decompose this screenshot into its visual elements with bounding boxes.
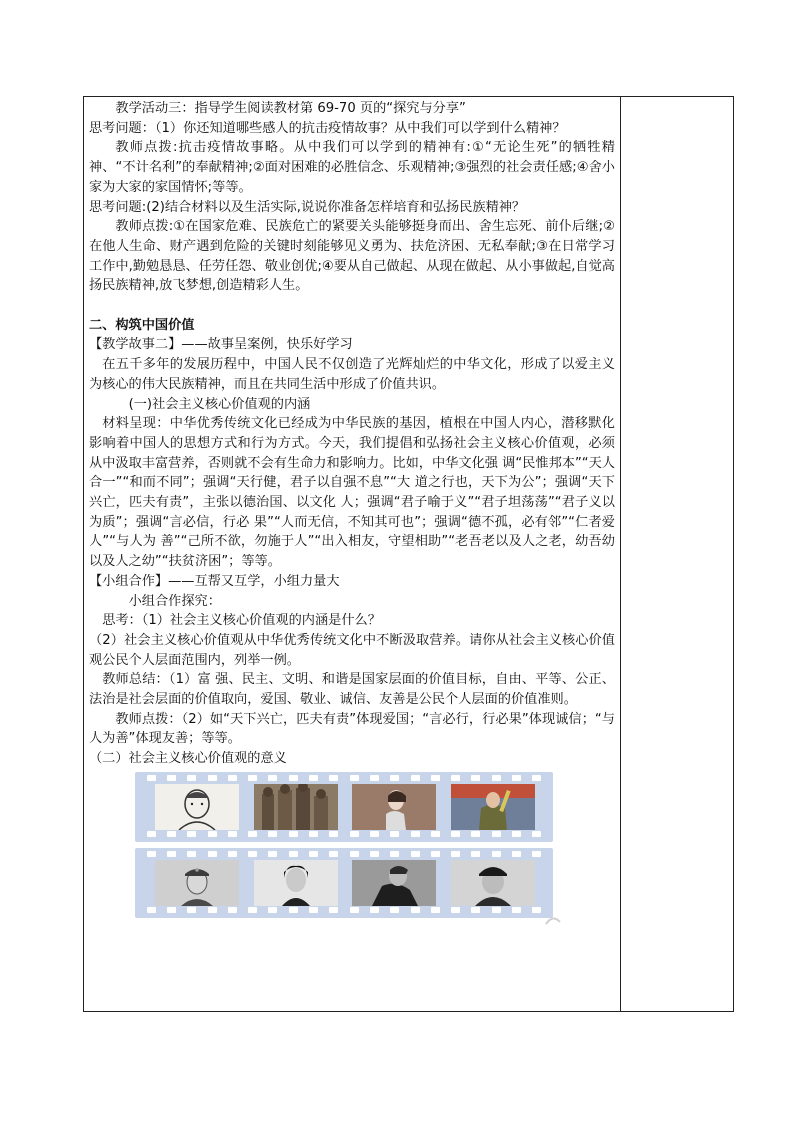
activity-three-heading: 教学活动三：指导学生阅读教材第 69-70 页的“探究与分享”: [115, 101, 466, 116]
thinking-question-two: （2）社会主义核心价值观从中华优秀传统文化中不断汲取营养。请你从社会主义核心价值观公民个人层面范围内，列举一例。: [89, 632, 615, 668]
intro-paragraph: 在五千多年的发展历程中，中国人民不仅创造了光辉灿烂的中华文化，形成了以爱主义为核心的伟大民族精神，而且在共同生活中形成了价值共识。: [89, 357, 615, 392]
teacher-guidance-one: 教师点拨:抗击疫情故事略。从中我们可以学到的精神有:①“无论生死”的牺牲精神、“不计名利”的奉献精神;②面对困难的必胜信念、乐观精神;③强烈的社会责任感;④舍小家为大家的家国情怀;等等。: [89, 140, 615, 195]
soldier-cap-portrait-icon: [155, 860, 239, 906]
material-paragraph: 材料呈现：中华优秀传统文化已经成为中华民族的基因，植根在中国人内心，潜移默化 影响着中国人的思想方式和行为方式。今天，我们提倡和弘扬社会主义核心价值观，必须从中汲取丰富营养，否则就不会有生命力和影响力。比如，中华文化强 调“民惟邦本”“天人合一”“和而不同”；强调“天行健，君子以自强不息”“大 道之行也，天下为公”；强调“天下兴亡，匹夫有责”，主张以德治国、以文化 人；强调“君子喻于义”“君子坦荡荡”“君子义以为质”；强调“言必信，行必 果”“人而无信，不知其可也”；强调“德不孤，必有邻”“仁者爱人”“与人为 善”“己所不欲，勿施于人”“出入相友，守望相助”“老吾老以及人之老，幼吾幼以及人之幼”“扶贫济困”；等等。: [89, 416, 615, 570]
teacher-guidance-two: 教师点拨:①在国家危难、民族危亡的紧要关头能够挺身而出、舍生忘死、前仆后继;②在他人生命、财产遇到危险的关键时刻能够见义勇为、扶危济困、无私奉献;③在日常学习工作中,勤勉恳恳、任劳任怨、敬业创优;④要从自己做起、从现在做起、从小事做起,自觉高扬民族精神,放飞梦想,创造精彩人生。: [89, 219, 615, 294]
table-right-column-divider: [620, 97, 621, 1011]
teacher-summary: 教师总结：（1）富 强、民主、文明、和谐是国家层面的价值目标，自由、平等、公正、法治是社会层面的价值取向，爱国、敬业、诚信、友善是公民个人层面的价值准则。: [89, 672, 615, 708]
spacer: [89, 296, 615, 316]
section-two-title: 二、构筑中国价值: [89, 317, 195, 333]
group-cooperation-heading: 【小组合作】——互帮又互学，小组力量大: [89, 573, 340, 589]
lesson-content: [89, 99, 615, 918]
elder-bw-portrait-icon: [451, 860, 535, 906]
filmstrip-row-1: [135, 772, 553, 842]
group-statue-icon: [254, 784, 338, 830]
group-inquiry-label: 小组合作探究：: [128, 593, 221, 609]
teaching-story-two: 【教学故事二】——故事呈案例，快乐好学习: [89, 337, 353, 353]
teacher-guidance-three: 教师点拨：（2）如“天下兴亡，匹夫有责”体现爱国；“言必行，行必果”体现诚信；“与人为善”体现友善；等等。: [89, 711, 615, 747]
soldier-color-icon: [451, 784, 535, 830]
portrait-sketch-icon: [155, 784, 239, 830]
woman-bw-portrait-icon: [254, 860, 338, 906]
film-reel-icon: [543, 910, 563, 930]
question-two: 思考问题:(2)结合材料以及生活实际,说说你准备怎样培育和弘扬民族精神？: [89, 199, 526, 215]
question-one: 思考问题：（1）你还知道哪些感人的抗击疫情故事？从中我们可以学到什么精神？: [89, 120, 566, 136]
woman-portrait-icon: [352, 784, 436, 830]
subsection-two-title: （二）社会主义核心价值观的意义: [89, 751, 287, 767]
man-bw-portrait-icon: [352, 860, 436, 906]
thinking-question-one: 思考：（1）社会主义核心价值观的内涵是什么？: [102, 613, 381, 629]
subsection-one-title: (一)社会主义核心价值观的内涵: [128, 396, 311, 412]
filmstrip-row-2: [135, 848, 553, 918]
lesson-table: [83, 96, 734, 1012]
